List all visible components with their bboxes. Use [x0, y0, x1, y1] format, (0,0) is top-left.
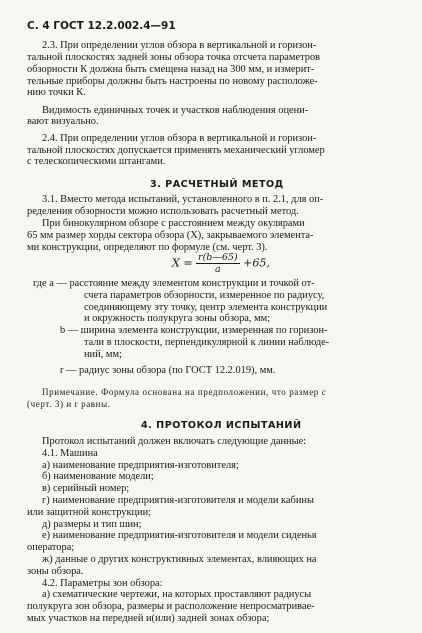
- protocol-line-15: полукруга зон обзора, размеры и расположение непросматривае-: [27, 601, 315, 613]
- where-b-line-3: ний, мм;: [84, 348, 122, 360]
- where-b-line-1: b — ширина элемента конструкции, измеренная по горизон-: [60, 325, 328, 337]
- visibility-line-2: вают визуально.: [27, 116, 99, 128]
- formula-fraction: [196, 252, 240, 275]
- paragraph-2-4-line-1: 2.4. При определении углов обзора в вертикальной и горизон-: [42, 132, 317, 144]
- section-3-title: 3. РАСЧЕТНЫЙ МЕТОД: [150, 179, 284, 190]
- protocol-line-2: 4.1. Машина: [42, 447, 98, 459]
- protocol-line-10: оператора;: [27, 542, 75, 554]
- formula-denominator: a: [215, 264, 221, 276]
- page-header: С. 4 ГОСТ 12.2.002.4—91: [27, 20, 176, 32]
- protocol-line-5: в) серийный номер;: [42, 483, 130, 495]
- protocol-line-1: Протокол испытаний должен включать следующие данные:: [42, 435, 307, 447]
- paragraph-2-4-line-3: с телескопическими штангами.: [27, 156, 166, 168]
- where-a-line-2: счета параметров обзорности, измеренное по радиусу,: [84, 289, 325, 301]
- paragraph-2-3-line-2: тальной плоскостях задней зоны обзора точка отсчета параметров: [27, 51, 321, 63]
- formula-numerator: r(b—65): [198, 252, 238, 264]
- paragraph-3-1-line-4: 65 мм размер хорды сектора обзора (X), закрываемого элемента-: [27, 229, 314, 241]
- protocol-line-13: 4.2. Параметры зон обзора:: [42, 577, 163, 589]
- where-r-line: r — радиус зоны обзора (по ГОСТ 12.2.019), мм.: [60, 365, 276, 377]
- paragraph-3-1-line-5: ми конструкции, определяют по формуле (см. черт. 3).: [27, 241, 268, 253]
- paragraph-3-1-line-2: ределения обзорности можно использовать расчетный метод.: [27, 206, 299, 218]
- where-a-line-3: соединяющему эту точку, центр элемента конструкции: [84, 301, 328, 313]
- paragraph-3-1-line-1: 3.1. Вместо метода испытаний, установленного в п. 2.1, для оп-: [42, 194, 324, 206]
- protocol-line-3: а) наименование предприятия-изготовителя;: [42, 459, 239, 471]
- formula-rhs: +65,: [243, 256, 270, 270]
- visibility-line-1: Видимость единичных точек и участков наблюдения оцени-: [42, 104, 309, 116]
- where-a-line-4: и окружность полукруга зоны обзора, мм;: [84, 313, 271, 325]
- formula-lhs: X =: [172, 256, 193, 270]
- protocol-line-6: г) наименование предприятия-изготовителя и модели кабины: [42, 495, 314, 506]
- where-a-line-1: где a — расстояние между элементом конструкции и точкой от-: [33, 278, 315, 289]
- protocol-line-11: ж) данные о других конструктивных элементах, влияющих на: [42, 554, 317, 565]
- protocol-line-12: зоны обзора.: [27, 565, 84, 577]
- where-b-line-2: тали в плоскости, перпендикулярной к линии наблюде-: [84, 337, 330, 348]
- chord-formula: [172, 252, 270, 275]
- paragraph-2-4-line-2: тальной плоскостях допускается применять механический угломер: [27, 144, 325, 156]
- paragraph-2-3-line-1: 2.3. При определении углов обзора в вертикальной и горизон-: [42, 40, 317, 52]
- paragraph-2-3-line-3: обзорности К должна быть смещена назад на 300 мм, и измерит-: [27, 63, 315, 75]
- protocol-line-4: б) наименование модели;: [42, 471, 154, 483]
- protocol-line-9: е) наименование предприятия-изготовителя и модели сиденья: [42, 530, 317, 542]
- protocol-line-7: или защитной конструкции;: [27, 506, 152, 518]
- note-line-2: (черт. 3) и r равны.: [27, 398, 111, 409]
- note-line-1: Примечание. Формула основана на предположении, что размер c: [42, 386, 327, 397]
- protocol-line-16: мых участков на передней и(или) задней зонах обзора;: [27, 613, 270, 624]
- paragraph-3-1-line-3: При бинокулярном обзоре с расстоянием между окулярами: [42, 218, 305, 229]
- protocol-line-14: а) схематические чертежи, на которых проставляют радиусы: [42, 589, 312, 601]
- protocol-line-8: д) размеры и тип шин;: [42, 518, 142, 530]
- section-4-title: 4. ПРОТОКОЛ ИСПЫТАНИЙ: [141, 419, 302, 431]
- paragraph-2-3-line-5: нию точки К.: [27, 87, 86, 99]
- paragraph-2-3-line-4: тельные приборы должны быть настроены по новому расположе-: [27, 75, 318, 87]
